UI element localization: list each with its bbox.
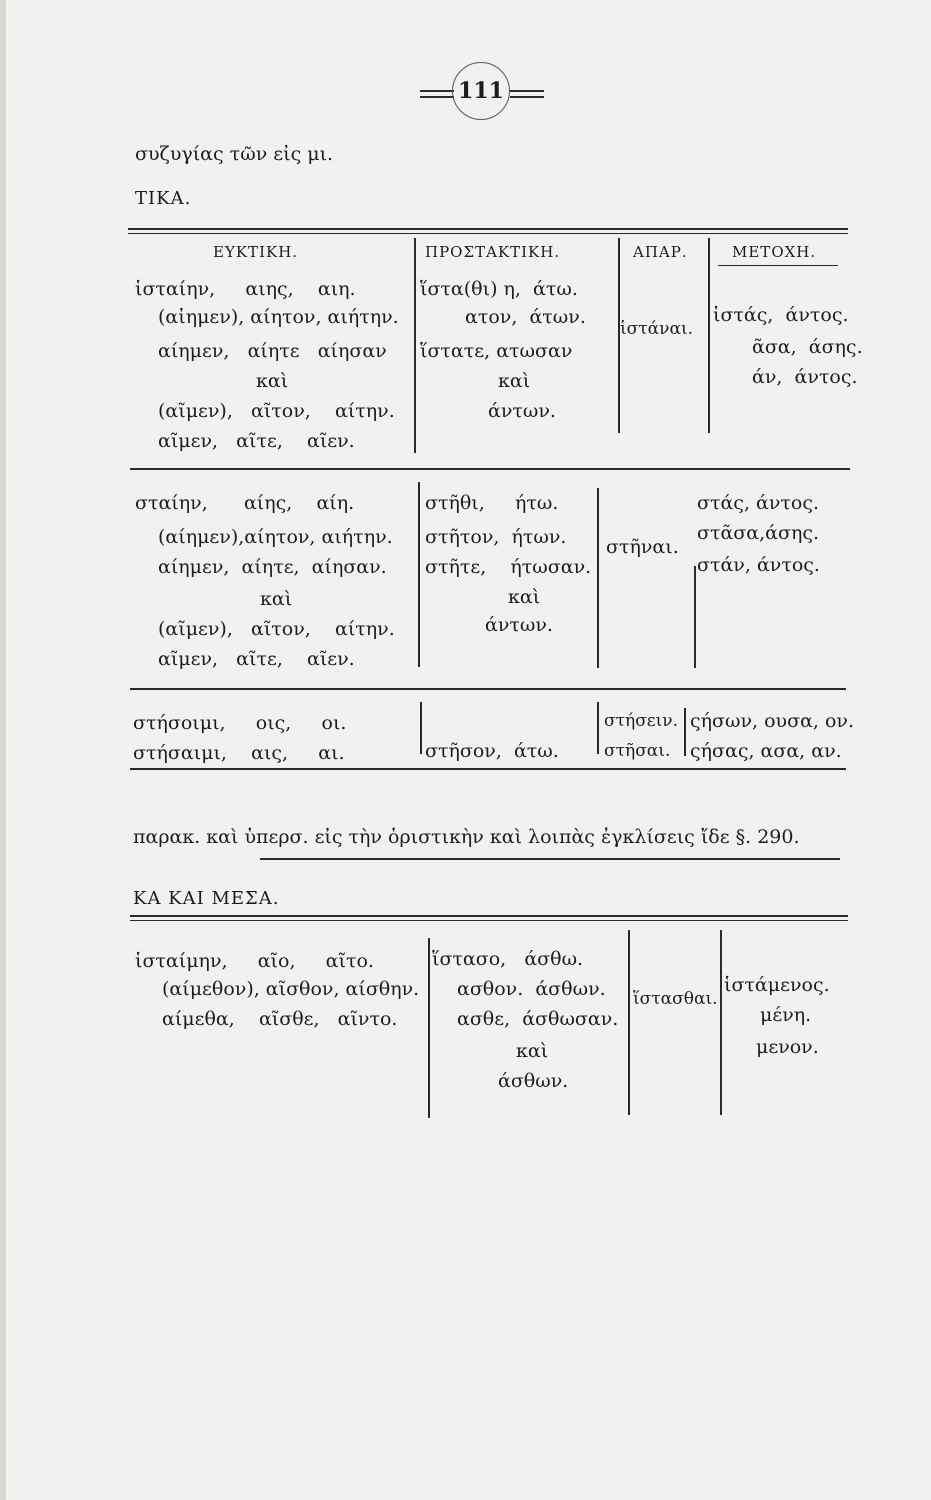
b4-imp-row2: ασθον. άσθων. [457, 978, 606, 1000]
table-top-rule-thin [128, 233, 848, 234]
b1-part-row1: ἱστάς, άντος. [713, 304, 849, 326]
page-number-rule-left-2 [420, 96, 454, 98]
block3-separator [130, 768, 846, 770]
b2-imp-row5: άντων. [485, 614, 553, 636]
b4-imp-row4: καὶ [516, 1040, 549, 1062]
b1-opt-row5: (αῖμεν), αῖτον, αίτην. [158, 400, 395, 422]
section-title-active: ΤΙΚΑ. [135, 188, 192, 209]
b4-part-row3: μενον. [756, 1036, 819, 1058]
b2-opt-row2: (αίημεν),αίητον, αιήτην. [158, 526, 393, 548]
page-binding-edge [0, 0, 6, 1500]
b4-part-row2: μένη. [760, 1004, 812, 1026]
block2-divider-imp-inf [597, 488, 599, 668]
b1-opt-row1: ἱσταίην, αιης, αιη. [135, 278, 356, 300]
b4-opt-row1: ἱσταίμην, αῖο, αῖτο. [135, 950, 374, 972]
b1-imp-row5: άντων. [488, 400, 556, 422]
b2-opt-row6: αῖμεν, αῖτε, αῖεν. [158, 648, 355, 670]
b1-opt-row6: αῖμεν, αῖτε, αῖεν. [158, 430, 355, 452]
header-infinitive: ΑΠΑΡ. [633, 243, 688, 261]
b1-opt-row3: αίημεν, αίητε αίησαν [158, 340, 387, 362]
block3-divider-opt-imp [420, 702, 422, 754]
b2-imp-row1: στῆθι, ήτω. [425, 492, 559, 514]
b4-imp-row3: ασθε, άσθωσαν. [457, 1008, 619, 1030]
b4-part-row1: ἱστάμενος. [724, 974, 830, 996]
block3-divider-imp-inf [597, 702, 599, 754]
b2-imp-row3: στῆτε, ήτωσαν. [425, 556, 592, 578]
block2-separator [130, 688, 846, 690]
block2-divider-inf-part [694, 566, 696, 668]
b1-part-row2: ᾶσα, άσης. [752, 336, 863, 358]
header-participle: ΜΕΤΟΧΗ. [732, 243, 817, 261]
b3-inf-row1: στήσειν. [604, 711, 679, 731]
b2-opt-row1: σταίην, αίης, αίη. [135, 492, 355, 514]
block1-divider-inf-part [708, 238, 710, 433]
block1-separator [130, 468, 850, 470]
b2-imp-row4: καὶ [508, 586, 541, 608]
block4-divider-opt-imp [428, 938, 430, 1118]
block3-divider-inf-part [684, 708, 686, 756]
b1-imp-row1: ἵστα(θι) η, άτω. [420, 278, 578, 300]
b1-imp-row3: ἵστατε, ατωσαν [420, 340, 573, 362]
b1-inf: ἱστάναι. [620, 319, 694, 339]
b2-opt-row5: (αῖμεν), αῖτον, αίτην. [158, 618, 395, 640]
b2-part-row3: στάν, άντος. [697, 554, 820, 576]
b2-opt-row4: καὶ [260, 588, 293, 610]
b2-imp-row2: στῆτον, ήτων. [425, 526, 567, 548]
b4-opt-row2: (αίμεθον), αῖσθον, αίσθην. [162, 978, 420, 1000]
block4-divider-inf-part [720, 930, 722, 1115]
b3-inf-row2: στῆσαι. [604, 741, 671, 761]
b3-part-row1: ςήσων, ουσα, ον. [690, 710, 855, 732]
note-underline [260, 858, 840, 860]
b2-inf: στῆναι. [606, 536, 679, 558]
block1-divider-opt-imp [414, 238, 416, 453]
b3-imp-row1: στῆσον, άτω. [425, 740, 559, 762]
b2-part-row2: στᾶσα,άσης. [697, 522, 820, 544]
b4-opt-row3: αίμεθα, αῖσθε, αῖντο. [162, 1008, 398, 1030]
page-number: 111 [452, 62, 510, 120]
intro-line: συζυγίας τῶν εἰς μι. [135, 143, 334, 165]
block2-divider-opt-imp [418, 482, 420, 667]
b2-opt-row3: αίημεν, αίητε, αίησαν. [158, 556, 387, 578]
b1-opt-row4: καὶ [256, 370, 289, 392]
b1-imp-row2: ατον, άτων. [465, 306, 586, 328]
b1-part-row3: άν, άντος. [752, 366, 858, 388]
page-number-rule-left [420, 90, 454, 92]
b1-opt-row2: (αἰημεν), αίητον, αιήτην. [158, 306, 399, 328]
b1-imp-row4: καὶ [498, 370, 531, 392]
table2-top-rule [130, 915, 848, 917]
section-title-middle: ΚΑ ΚΑΙ ΜΕΣΑ. [133, 888, 280, 909]
b3-opt-row1: στήσοιμι, οις, οι. [133, 712, 347, 734]
b3-part-row2: ςήσας, ασα, αν. [690, 740, 842, 762]
b4-imp-row5: άσθων. [498, 1070, 569, 1092]
b4-imp-row1: ἵστασο, άσθω. [432, 948, 584, 970]
table-top-rule [128, 228, 848, 230]
b2-part-row1: στάς, άντος. [697, 492, 820, 514]
table2-top-rule-thin [130, 920, 848, 921]
block4-divider-imp-inf [628, 930, 630, 1115]
b3-opt-row2: στήσαιμι, αις, αι. [133, 742, 345, 764]
page-number-rule-right [510, 90, 544, 92]
participle-header-underline [718, 265, 838, 266]
header-optative: ΕΥΚΤΙΚΗ. [213, 243, 299, 261]
page-number-rule-right-2 [510, 96, 544, 98]
header-imperative: ΠΡΟΣΤΑΚΤΙΚΗ. [425, 243, 561, 261]
b4-inf: ἵστασθαι. [633, 989, 718, 1009]
cross-reference-note: παρακ. καὶ ὑπερσ. εἰς τὴν ὁριστικὴν καὶ λοιπὰς ἐγκλίσεις ἴδε §. 290. [133, 826, 800, 848]
